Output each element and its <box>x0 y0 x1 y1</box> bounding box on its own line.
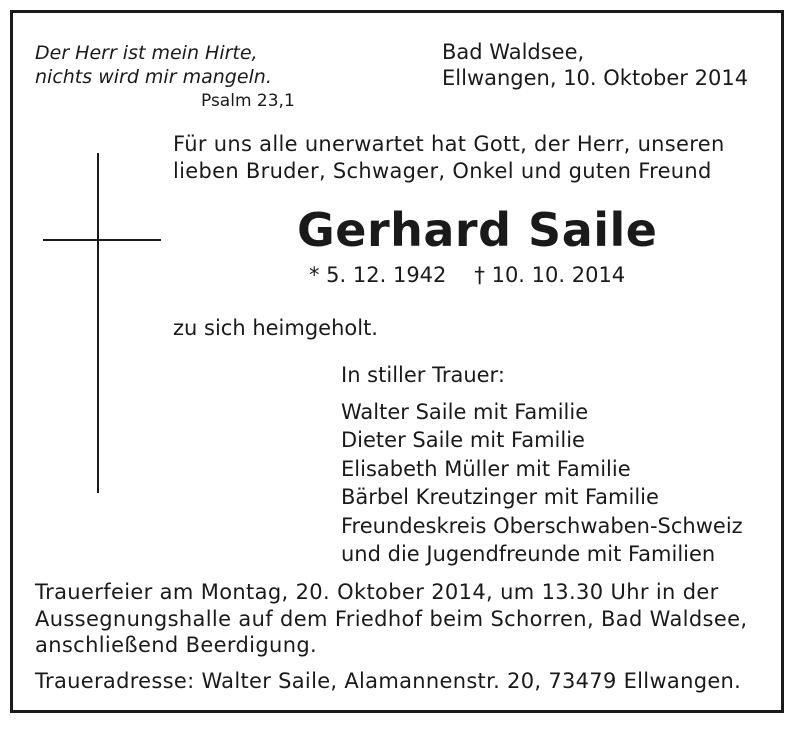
homecall-text: zu sich heimgeholt. <box>173 316 378 340</box>
mourning-address: Traueradresse: Walter Saile, Alamannenstr. 20, 73479 Ellwangen. <box>35 669 742 693</box>
mourners-block <box>341 361 743 569</box>
mourners-heading: In stiller Trauer: <box>341 363 505 387</box>
mourner-item: Walter Saile mit Familie <box>341 399 589 424</box>
funeral-line-3: anschließend Beerdigung. <box>35 633 318 657</box>
verse-line-2: nichts wird mir mangeln. <box>35 66 272 88</box>
mourner-item: Bärbel Kreutzinger mit Familie <box>341 485 659 509</box>
verse-line-1: Der Herr ist mein Hirte, <box>35 42 258 64</box>
mourner-item: Dieter Saile mit Familie <box>341 428 585 452</box>
bible-verse <box>35 41 272 89</box>
intro-text <box>173 131 725 185</box>
cross-icon <box>97 153 99 493</box>
mourner-item: und die Jugendfreunde mit Familien <box>341 542 716 566</box>
cross-icon-bar <box>43 239 161 241</box>
place-line-1: Bad Waldsee, <box>442 40 585 64</box>
obituary-notice <box>10 10 784 713</box>
death-date: † 10. 10. 2014 <box>474 263 626 287</box>
place-line-2: Ellwangen, 10. Oktober 2014 <box>442 66 749 90</box>
intro-line-2: lieben Bruder, Schwager, Onkel und guten Freund <box>173 159 712 183</box>
mourner-item: Freundeskreis Oberschwaben-Schweiz <box>341 513 743 538</box>
life-dates <box>309 263 625 287</box>
funeral-line-1: Trauerfeier am Montag, 20. Oktober 2014, um 13.30 Uhr in der <box>35 580 719 604</box>
birth-date: * 5. 12. 1942 <box>309 263 447 287</box>
mourner-item: Elisabeth Müller mit Familie <box>341 456 631 481</box>
verse-reference: Psalm 23,1 <box>201 91 295 111</box>
funeral-details <box>35 579 747 659</box>
funeral-line-2: Aussegnungshalle auf dem Friedhof beim Schorren, Bad Waldsee, <box>35 606 748 631</box>
deceased-name: Gerhard Saile <box>297 203 658 257</box>
intro-line-1: Für uns alle unerwartet hat Gott, der Herr, unseren <box>173 132 725 156</box>
place-and-date <box>442 39 748 91</box>
